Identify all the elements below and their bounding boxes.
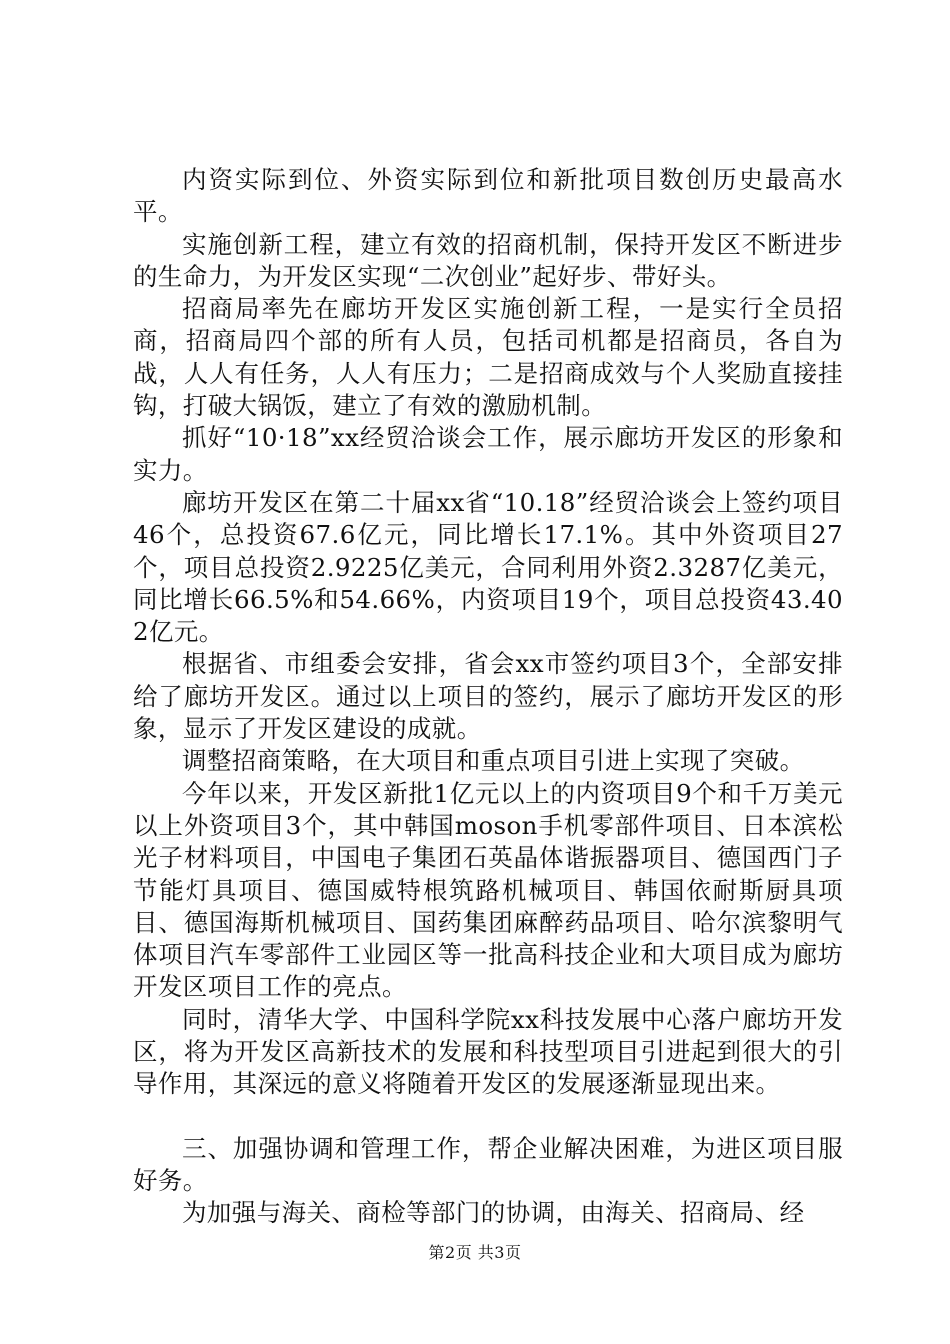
paragraph-1: 内资实际到位、外资实际到位和新批项目数创历史最高水平。 <box>133 165 843 227</box>
paragraph-10: 为加强与海关、商检等部门的协调，由海关、招商局、经 <box>182 1198 805 1228</box>
paragraph-4: 抓好“10·18”xx经贸洽谈会工作，展示廊坊开发区的形象和实力。 <box>133 423 843 485</box>
paragraph-3: 招商局率先在廊坊开发区实施创新工程，一是实行全员招商，招商局四个部的所有人员，包括司机都是招商员，各自为战，人人有任务，人人有压力；二是招商成效与个人奖励直接挂钩，打破大锅饭，建立了有效的激励机制。 <box>133 294 843 421</box>
document-body <box>133 164 843 1230</box>
paragraph-spacer <box>133 1101 843 1133</box>
paragraph-6: 根据省、市组委会安排，省会xx市签约项目3个，全部安排给了廊坊开发区。通过以上项目的签约，展示了廊坊开发区的形象，显示了开发区建设的成就。 <box>133 649 843 744</box>
section-heading: 三、加强协调和管理工作，帮企业解决困难，为进区项目服好务。 <box>133 1133 843 1195</box>
paragraph-2: 实施创新工程，建立有效的招商机制，保持开发区不断进步的生命力，为开发区实现“二次创业”起好步、带好头。 <box>133 229 843 291</box>
paragraph-9: 同时，清华大学、中国科学院xx科技发展中心落户廊坊开发区，将为开发区高新技术的发展和科技型项目引进起到很大的引导作用，其深远的意义将随着开发区的发展逐渐显现出来。 <box>133 1004 843 1099</box>
paragraph-7: 调整招商策略，在大项目和重点项目引进上实现了突破。 <box>182 746 805 776</box>
paragraph-5: 廊坊开发区在第二十届xx省“10.18”经贸洽谈会上签约项目46个，总投资67.6亿元，同比增长17.1%。其中外资项目27个，项目总投资2.9225亿美元，合同利用外资2.3287亿美元，同比增长66.5%和54.66%，内资项目19个，项目总投资43.402亿元。 <box>133 487 843 647</box>
page-footer: 第2页 共3页 <box>428 1243 522 1262</box>
paragraph-8: 今年以来，开发区新批1亿元以上的内资项目9个和千万美元以上外资项目3个，其中韩国moson手机零部件项目、日本滨松光子材料项目，中国电子集团石英晶体谐振器项目、德国西门子节能灯具项目、德国威特根筑路机械项目、韩国依耐斯厨具项目、德国海斯机械项目、国药集团麻醉药品项目、哈尔滨黎明气体项目汽车零部件工业园区等一批高科技企业和大项目成为廊坊开发区项目工作的亮点。 <box>133 778 843 1002</box>
